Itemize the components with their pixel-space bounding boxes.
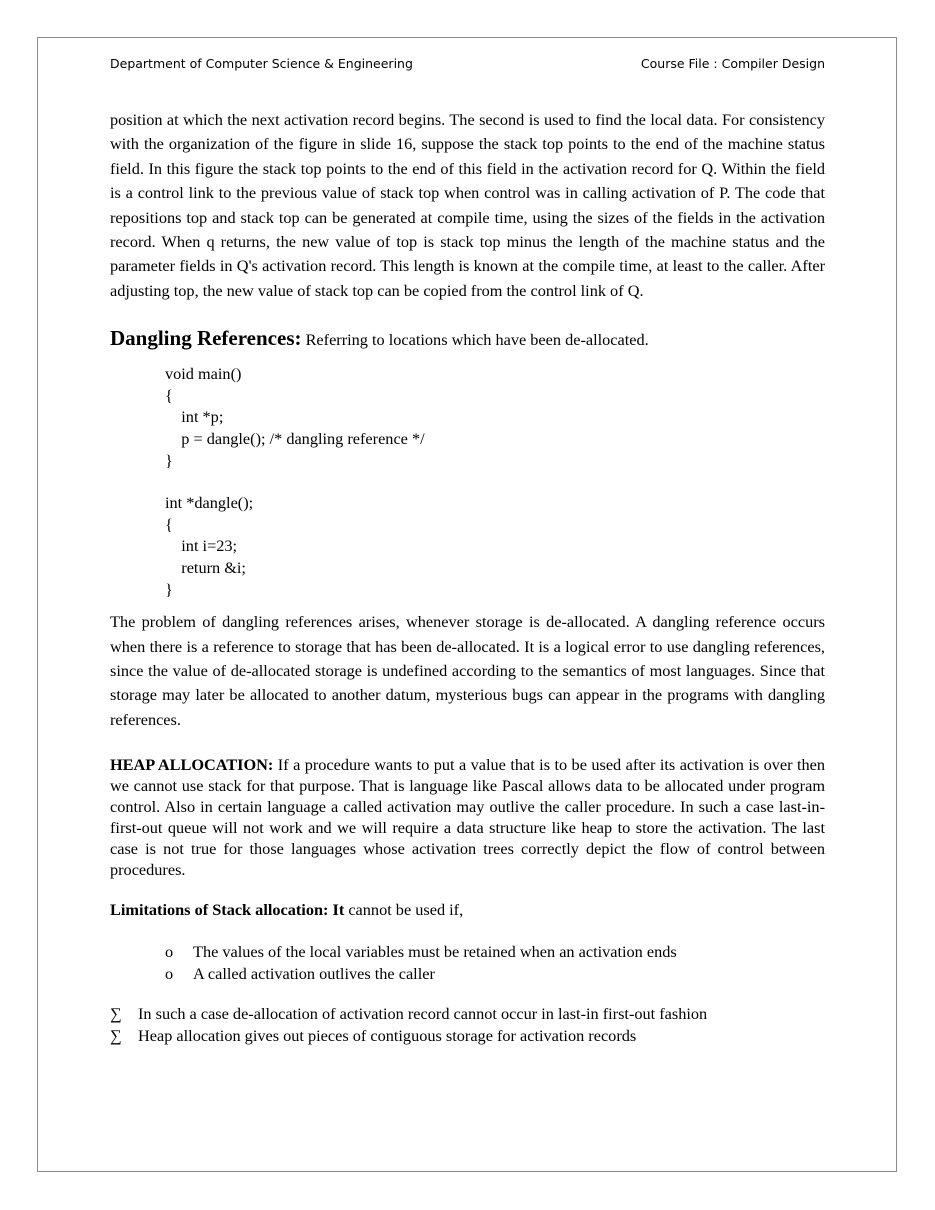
sigma-bullet-icon: ∑ xyxy=(110,1025,122,1045)
code-line: void main() xyxy=(165,364,242,384)
list-item xyxy=(110,1003,825,1025)
code-line: int *dangle(); xyxy=(165,493,254,513)
list-item xyxy=(165,941,825,963)
limitations-list xyxy=(110,941,825,985)
summary-list xyxy=(110,1003,825,1047)
list-item xyxy=(165,963,825,985)
page-content xyxy=(110,108,825,1047)
paragraph-activation-record: position at which the next activation record begins. The second is used to find the local data. For consistency with the organization of the figure in slide 16, suppose the stack top points to the end of the machine status field. In this figure the stack top points to the end of this field in the activation record for Q. Within the field is a control link to the previous value of stack top when control was in calling activation of P. The code that repositions top and stack top can be generated at compile time, using the sizes of the fields in the activation record. When q returns, the new value of top is stack top minus the length of the machine status and the parameter fields in Q's activation record. This length is known at the compile time, at least to the caller. After adjusting top, the new value of stack top can be copied from the control link of Q. xyxy=(110,110,825,300)
heap-allocation-heading: HEAP ALLOCATION: xyxy=(110,755,274,775)
list-item-text: Heap allocation gives out pieces of contiguous storage for activation records xyxy=(138,1025,637,1045)
limitations-intro: cannot be used if, xyxy=(344,900,464,920)
circle-bullet-icon: o xyxy=(165,963,174,983)
code-line: } xyxy=(165,579,173,599)
code-line: } xyxy=(165,450,173,470)
page-header xyxy=(110,56,825,71)
circle-bullet-icon: o xyxy=(165,941,174,961)
code-line: p = dangle(); /* dangling reference */ xyxy=(165,429,425,449)
heap-allocation-text: If a procedure wants to put a value that is to be used after its activation is over then we cannot use stack for that purpose. That is language like Pascal allows data to be allocated under program control. Also in certain language a called activation may outlive the caller procedure. In such a case last-in-first-out queue will not work and we will require a data structure like heap to store the activation. The last case is not true for those languages whose activation trees correctly depict the flow of control between procedures. xyxy=(110,755,825,880)
list-item-text: In such a case de-allocation of activation record cannot occur in last-in first-out fashion xyxy=(138,1003,708,1023)
header-course: Course File : Compiler Design xyxy=(640,56,825,71)
code-line: { xyxy=(165,514,173,534)
code-line: { xyxy=(165,385,173,405)
code-example xyxy=(165,363,825,600)
code-line: int *p; xyxy=(165,407,224,427)
sigma-bullet-icon: ∑ xyxy=(110,1003,122,1023)
limitations-section xyxy=(110,898,825,922)
code-line: int i=23; xyxy=(165,536,238,556)
heap-allocation-section xyxy=(110,754,825,880)
header-department: Department of Computer Science & Engineering xyxy=(110,56,413,71)
dangling-references-definition: Referring to locations which have been de-allocated. xyxy=(301,330,649,350)
list-item-text: A called activation outlives the caller xyxy=(193,963,435,983)
list-item-text: The values of the local variables must be retained when an activation ends xyxy=(193,941,677,961)
list-item xyxy=(110,1025,825,1047)
paragraph-dangling-problem: The problem of dangling references arises, whenever storage is de-allocated. A dangling reference occurs when there is a reference to storage that has been de-allocated. It is a logical error to use dangling references, since the value of de-allocated storage is undefined according to the semantics of most languages. Since that storage may later be allocated to another datum, mysterious bugs can appear in the programs with dangling references. xyxy=(110,612,825,729)
dangling-references-heading: Dangling References: xyxy=(110,326,302,351)
code-line: return &i; xyxy=(165,558,246,577)
limitations-heading: Limitations of Stack allocation: It xyxy=(110,900,345,920)
dangling-references-section xyxy=(110,323,825,355)
